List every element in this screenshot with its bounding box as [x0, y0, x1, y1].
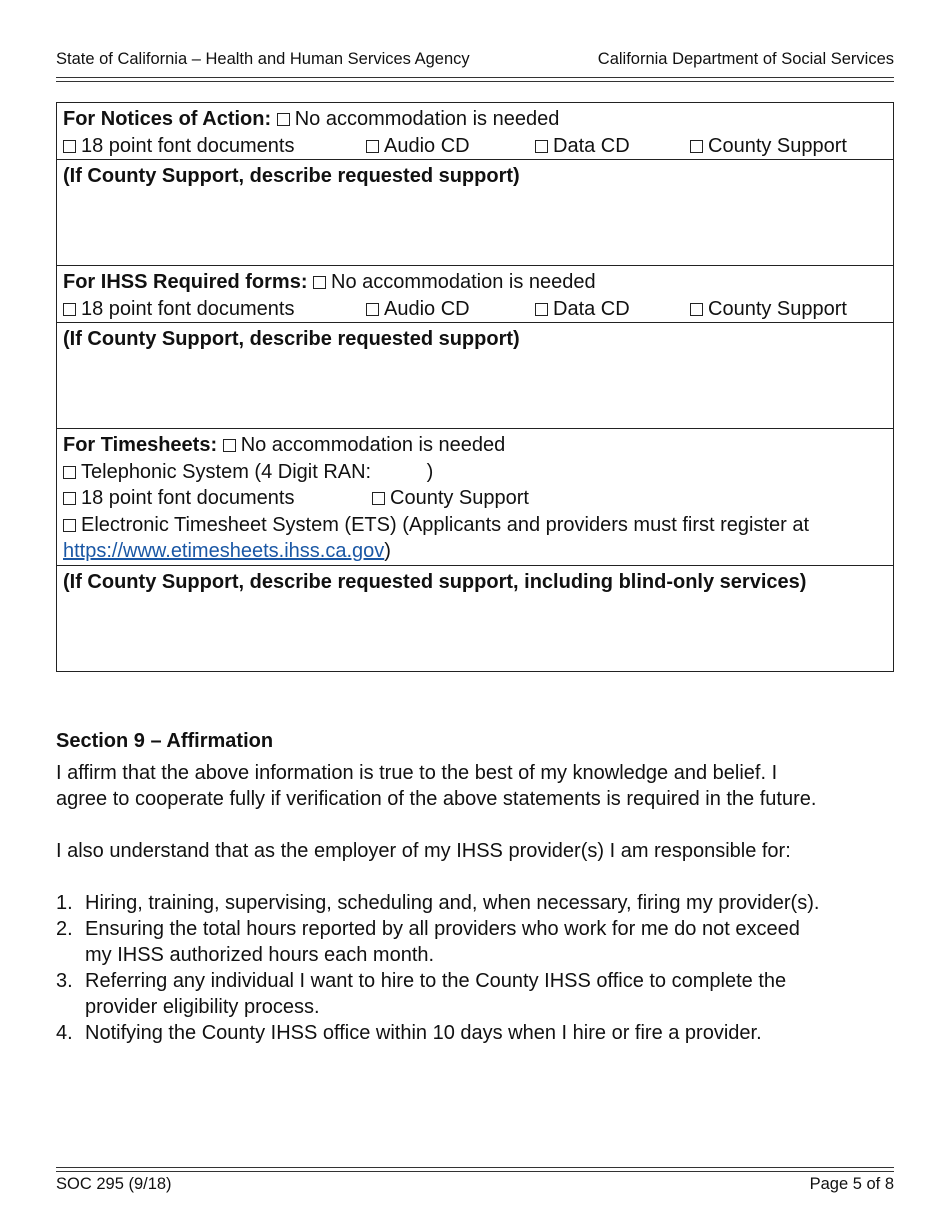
ets-close-paren: )	[384, 540, 391, 562]
form-number: SOC 295 (9/18)	[56, 1175, 172, 1193]
ihss-forms-options-row	[57, 265, 893, 322]
timesheets-options-row	[57, 428, 893, 565]
timesheets-font-checkbox[interactable]	[63, 492, 76, 505]
ihss-audio-checkbox[interactable]	[366, 303, 379, 316]
timesheets-font-label: 18 point font documents	[81, 487, 295, 509]
timesheets-county-label: County Support	[390, 487, 529, 509]
notices-font-checkbox[interactable]	[63, 140, 76, 153]
notices-county-label: County Support	[708, 134, 847, 157]
notices-label: For Notices of Action:	[63, 108, 272, 130]
header-rule-top	[56, 77, 894, 78]
notices-describe-field[interactable]	[57, 159, 893, 265]
notices-county-checkbox[interactable]	[690, 140, 703, 153]
page-number: Page 5 of 8	[809, 1175, 894, 1193]
timesheets-describe-label: (If County Support, describe requested support, including blind-only services)	[63, 570, 807, 593]
ihss-audio-label: Audio CD	[384, 297, 470, 320]
timesheets-telephonic-checkbox[interactable]	[63, 466, 76, 479]
ihss-no-accommodation-label: No accommodation is needed	[331, 271, 596, 293]
list-item: 2. Ensuring the total hours reported by all providers who work for me do not exceed my IHSS authorized hours each month.	[56, 918, 800, 966]
notices-font-label: 18 point font documents	[81, 134, 295, 157]
responsibility-list	[56, 890, 894, 1046]
ihss-data-checkbox[interactable]	[535, 303, 548, 316]
ihss-describe-label: (If County Support, describe requested support)	[63, 328, 520, 350]
ihss-county-label: County Support	[708, 297, 847, 320]
timesheets-county-checkbox[interactable]	[372, 492, 385, 505]
notices-audio-label: Audio CD	[384, 134, 470, 157]
header-rule-bottom	[56, 81, 894, 82]
ihss-describe-field[interactable]	[57, 322, 893, 428]
notices-audio-checkbox[interactable]	[366, 140, 379, 153]
notices-no-accommodation-label: No accommodation is needed	[294, 108, 560, 130]
list-item: 3. Referring any individual I want to hire to the County IHSS office to complete the provider eligibility process.	[56, 970, 787, 1018]
footer-rule-top	[56, 1167, 894, 1168]
ihss-font-checkbox[interactable]	[63, 303, 76, 316]
section-9-title: Section 9 – Affirmation	[56, 730, 274, 752]
timesheets-label: For Timesheets:	[63, 434, 218, 456]
notices-no-accommodation-checkbox[interactable]	[277, 113, 290, 126]
accommodation-table	[56, 102, 894, 672]
page-header	[56, 50, 894, 76]
ihss-no-accommodation-checkbox[interactable]	[313, 276, 326, 289]
ihss-font-label: 18 point font documents	[81, 297, 295, 320]
timesheets-ets-label: Electronic Timesheet System (ETS) (Applicants and providers must first register at	[81, 513, 810, 536]
timesheets-telephonic-label: Telephonic System (4 Digit RAN: )	[81, 460, 434, 483]
notices-data-checkbox[interactable]	[535, 140, 548, 153]
notices-options-row	[57, 103, 893, 159]
list-item: 1. Hiring, training, supervising, scheduling and, when necessary, firing my provider(s).	[56, 892, 820, 914]
footer-rule-bottom	[56, 1171, 894, 1172]
ihss-forms-label: For IHSS Required forms:	[63, 271, 308, 293]
page-footer	[56, 1175, 894, 1194]
timesheets-no-accommodation-checkbox[interactable]	[223, 439, 236, 452]
header-department: California Department of Social Services	[597, 50, 894, 68]
responsibility-intro: I also understand that as the employer of my IHSS provider(s) I am responsible for:	[56, 840, 791, 862]
ets-registration-link[interactable]: https://www.etimesheets.ihss.ca.gov	[63, 540, 385, 562]
header-agency: State of California – Health and Human Services Agency	[56, 50, 470, 68]
ihss-county-checkbox[interactable]	[690, 303, 703, 316]
timesheets-no-accommodation-label: No accommodation is needed	[240, 434, 506, 456]
affirm-paragraph-line-1: I affirm that the above information is true to the best of my knowledge and belief. I	[56, 762, 778, 784]
section-9-affirmation	[56, 728, 894, 1046]
affirm-paragraph-line-2: agree to cooperate fully if verification of the above statements is required in the future.	[56, 788, 817, 810]
notices-data-label: Data CD	[553, 134, 630, 157]
ihss-data-label: Data CD	[553, 297, 630, 320]
timesheets-ets-checkbox[interactable]	[63, 519, 76, 532]
timesheets-describe-field[interactable]	[57, 565, 893, 671]
notices-describe-label: (If County Support, describe requested support)	[63, 165, 520, 187]
list-item: 4. Notifying the County IHSS office within 10 days when I hire or fire a provider.	[56, 1022, 762, 1044]
